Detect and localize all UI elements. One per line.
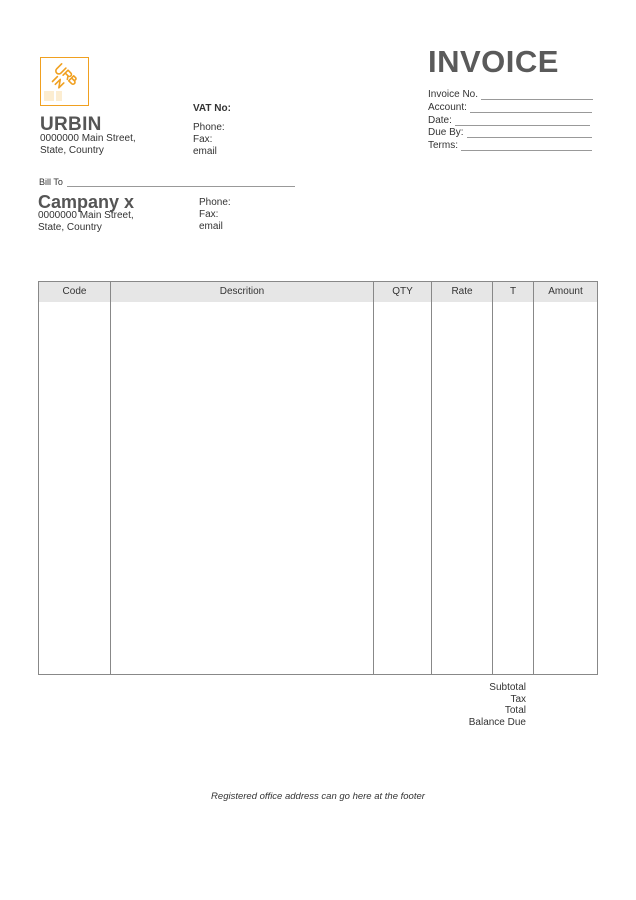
line-items-table [38, 281, 598, 675]
account-line [470, 104, 592, 113]
company-address-line2: State, Country [40, 145, 104, 156]
date-line [455, 117, 590, 126]
invoice-no-field[interactable] [428, 88, 593, 100]
company-email: email [193, 146, 217, 157]
company-name: URBIN [40, 114, 102, 135]
totals-block [469, 682, 526, 729]
column-divider [373, 282, 374, 674]
company-address [40, 133, 136, 157]
column-divider [110, 282, 111, 674]
column-divider [492, 282, 493, 674]
terms-line [461, 142, 592, 151]
client-address [38, 210, 134, 234]
due-by-line [467, 129, 592, 138]
client-fax: Fax: [199, 209, 219, 220]
vat-label: VAT No: [193, 103, 231, 114]
column-header-rate: Rate [451, 286, 473, 297]
column-divider [431, 282, 432, 674]
column-header-amount: Amount [548, 286, 583, 297]
client-company-name: Campany x [38, 192, 135, 212]
total-label: Total [504, 705, 526, 717]
invoice-no-label: Invoice No. [428, 89, 479, 100]
balance-due-label: Balance Due [468, 717, 526, 729]
column-divider [533, 282, 534, 674]
column-header-description: Descrition [219, 286, 265, 297]
terms-label: Terms: [428, 140, 458, 151]
subtotal-label: Subtotal [489, 682, 526, 693]
invoice-title: INVOICE [428, 44, 559, 79]
client-phone: Phone: [199, 197, 231, 208]
date-field[interactable] [428, 114, 590, 126]
terms-field[interactable] [428, 139, 592, 151]
column-header-tax: T [509, 286, 517, 297]
bill-to-label: Bill To [39, 177, 63, 187]
company-address-line1: 0000000 Main Street, [40, 133, 136, 144]
due-by-field[interactable] [428, 126, 592, 138]
invoice-no-line [481, 91, 593, 100]
date-label: Date: [428, 115, 452, 126]
client-email: email [199, 221, 223, 232]
account-field[interactable] [428, 101, 592, 113]
company-contact [193, 122, 225, 158]
bill-to-line [67, 179, 295, 187]
tax-label: Tax [510, 693, 526, 705]
due-by-label: Due By: [428, 127, 464, 138]
column-header-code: Code [62, 286, 87, 297]
client-address-line2: State, Country [38, 222, 102, 233]
company-fax: Fax: [193, 134, 213, 145]
company-phone: Phone: [193, 122, 225, 133]
footer-text: Registered office address can go here at the footer [211, 791, 425, 802]
company-logo [40, 57, 89, 106]
column-header-qty: QTY [392, 286, 413, 297]
client-contact [199, 197, 231, 233]
client-address-line1: 0000000 Main Street, [38, 210, 134, 221]
bill-to-field[interactable] [39, 175, 295, 187]
account-label: Account: [428, 102, 467, 113]
